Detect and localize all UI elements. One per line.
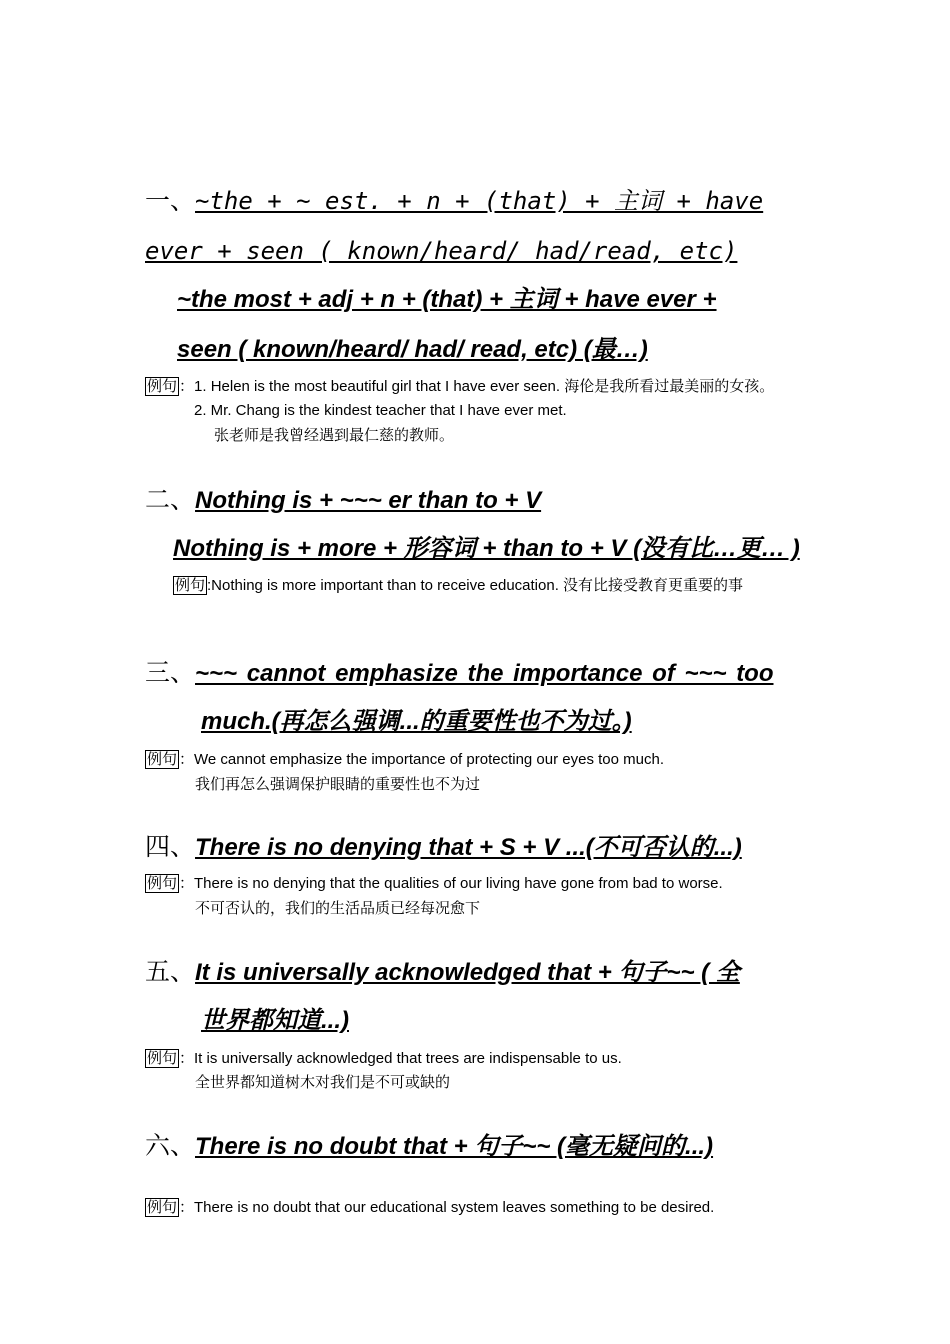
example-label: 例句 xyxy=(147,750,178,768)
section-2-example-1 xyxy=(173,573,743,598)
section-4-line-1 xyxy=(145,822,742,873)
example-text: ：There is no doubt that our educational system leaves something to be desired. xyxy=(179,1199,715,1216)
section-6-number: 六、 xyxy=(145,1131,196,1160)
example-text: ：It is universally acknowledged that trees are indispensable to us. xyxy=(179,1050,622,1067)
section-1-formula-1: ~the + ~ est. + n + (that) + 主词 + have xyxy=(195,187,764,215)
example-label: 例句 xyxy=(175,576,206,594)
example-label: 例句 xyxy=(147,1049,178,1067)
section-2-line-1 xyxy=(145,475,541,526)
section-5-formula-1: It is universally acknowledged that + 句子~~ ( 全 xyxy=(195,959,740,986)
section-5-example-2: 全世界都知道树木对我们是不可或缺的 xyxy=(195,1073,451,1091)
example-text: :Nothing is more important than to receive education. 没有比接受教育更重要的事 xyxy=(207,577,744,594)
section-5-line-1 xyxy=(145,947,740,998)
section-1-formula-4: seen ( known/heard/ had/ read, etc) (最…) xyxy=(177,336,648,363)
section-1-line-1 xyxy=(145,176,763,227)
section-6-line-1 xyxy=(145,1121,713,1172)
example-label: 例句 xyxy=(147,1198,178,1216)
section-1-example-2: 2. Mr. Chang is the kindest teacher that I have ever met. xyxy=(194,402,567,419)
section-3-example-1 xyxy=(145,747,664,772)
section-1-example-3: 张老师是我曾经遇到最仁慈的教师。 xyxy=(214,426,455,444)
section-5-number: 五、 xyxy=(145,957,196,986)
section-1-line-3 xyxy=(177,275,717,325)
section-3-formula-2: much.(再怎么强调...的重要性也不为过。) xyxy=(201,708,632,735)
example-label: 例句 xyxy=(147,874,178,892)
section-1-line-4 xyxy=(177,325,648,375)
section-6-example-1 xyxy=(145,1195,714,1220)
section-3-example-2: 我们再怎么强调保护眼睛的重要性也不为过 xyxy=(195,775,481,793)
section-2-formula-1: Nothing is + ~~~ er than to + V xyxy=(195,487,542,514)
section-3-formula-1: ~~~ cannot emphasize the importance of ~~~ too xyxy=(195,660,774,687)
section-3-number: 三、 xyxy=(145,658,196,687)
example-text: ：We cannot emphasize the importance of protecting our eyes too much. xyxy=(179,751,664,768)
section-2-line-2 xyxy=(173,524,800,574)
section-1-example-1 xyxy=(145,374,774,399)
section-1-formula-3: ~the most + adj + n + (that) + 主词 + have ever + xyxy=(177,286,717,313)
section-1-number: 一、 xyxy=(145,186,196,215)
example-text: ：1. Helen is the most beautiful girl that I have ever seen. 海伦是我所看过最美丽的女孩。 xyxy=(179,378,775,395)
section-4-formula-1: There is no denying that + S + V ...(不可否认的...) xyxy=(195,834,742,861)
section-1-line-2 xyxy=(145,226,737,277)
section-5-example-1 xyxy=(145,1046,622,1071)
section-1-formula-2: ever + seen ( known/heard/ had/read, etc) xyxy=(145,237,738,265)
section-5-line-2 xyxy=(201,996,349,1046)
section-4-example-1 xyxy=(145,871,723,896)
section-4-example-2: 不可否认的，我们的生活品质已经每况愈下 xyxy=(195,899,481,917)
section-3-line-1 xyxy=(145,648,774,699)
section-2-number: 二、 xyxy=(145,485,196,514)
example-label: 例句 xyxy=(147,377,178,395)
section-2-formula-2: Nothing is + more + 形容词 + than to + V (没有比…更… ) xyxy=(173,535,800,562)
section-3-line-2 xyxy=(201,697,632,747)
section-4-number: 四、 xyxy=(145,832,196,861)
section-6-formula-1: There is no doubt that + 句子~~ (毫无疑问的...) xyxy=(195,1133,714,1160)
section-5-formula-2: 世界都知道...) xyxy=(201,1007,349,1034)
example-text: ：There is no denying that the qualities of our living have gone from bad to worse. xyxy=(179,875,723,892)
